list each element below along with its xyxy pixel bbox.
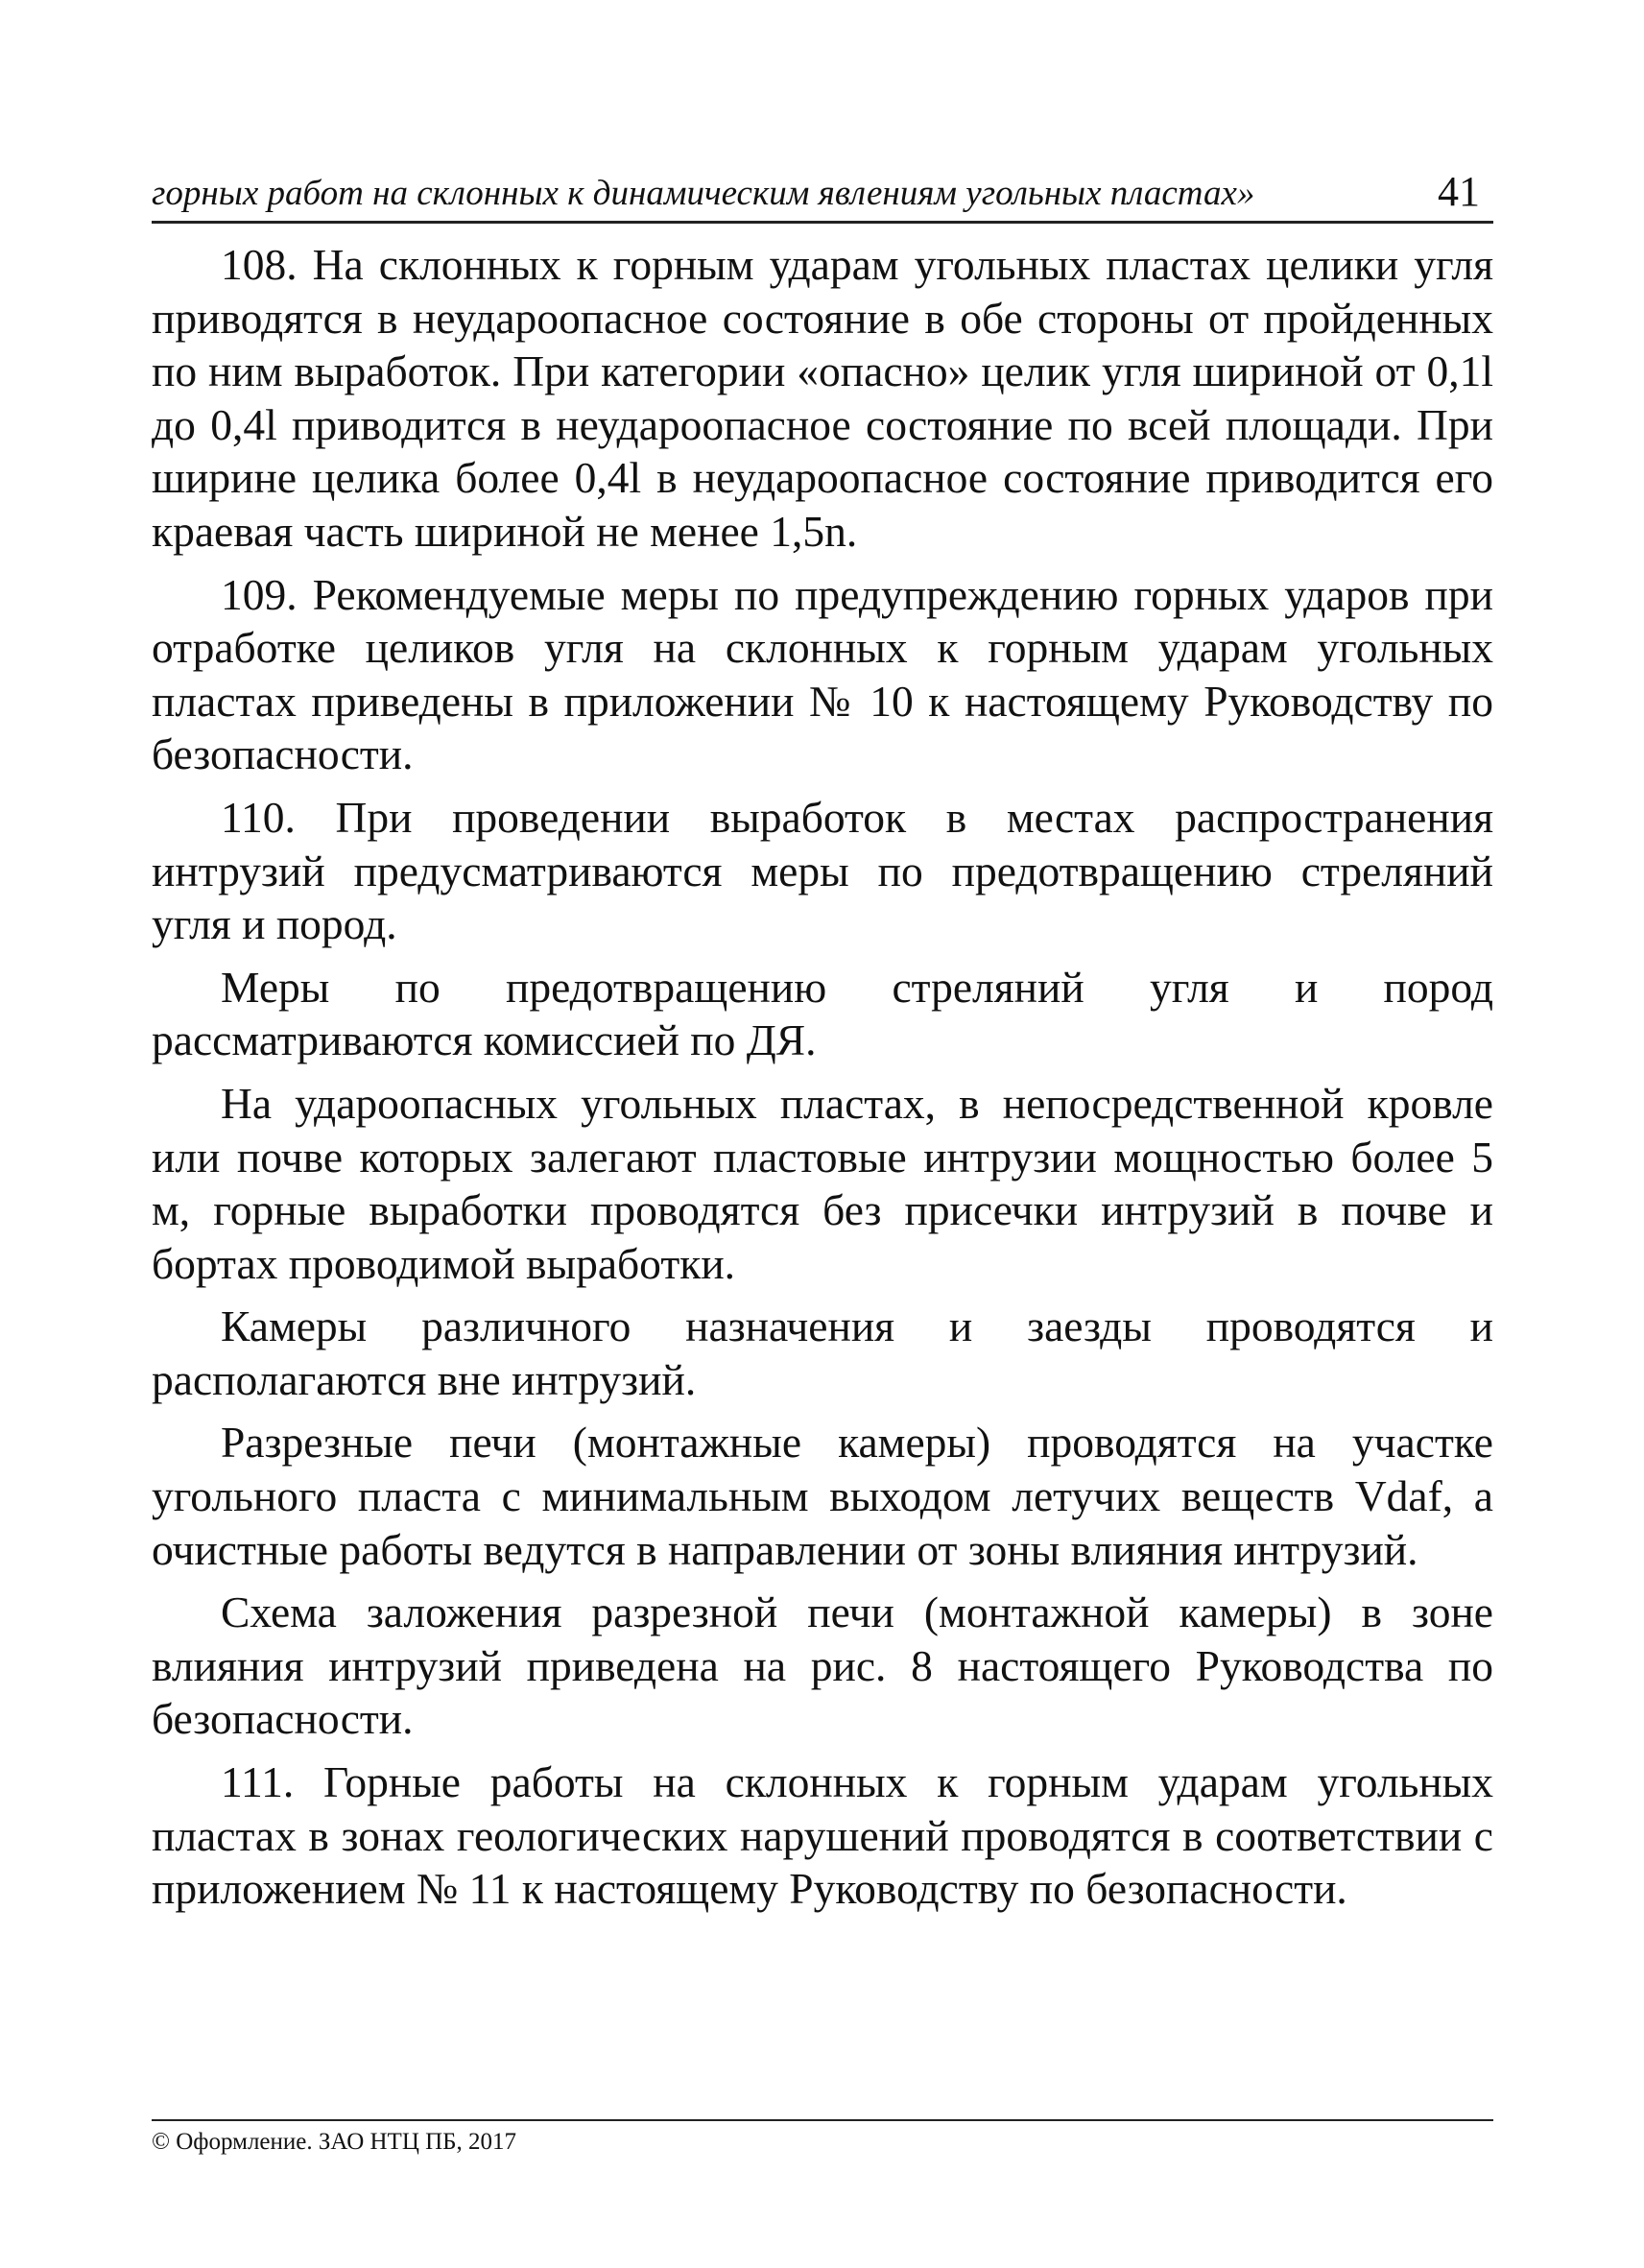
paragraph-111: 111. Горные работы на склонных к горным ударам угольных пластах в зонах геологических нарушений проводятся в соответствии с приложением № 11 к настоящему Руководству по безопасности. (152, 1757, 1493, 1914)
page-number: 41 (1438, 168, 1480, 215)
paragraph-cut-drifts: Разрезные печи (монтажные камеры) проводятся на участке угольного пласта с минимальным выходом летучих веществ Vdaf, а очистные работы ведутся в направлении от зоны влияния интрузий. (152, 1418, 1493, 1574)
body-text (152, 238, 1493, 1916)
paragraph-109: 109. Рекомендуемые меры по предупреждению горных ударов при отработке целиков угля на склонных к горным ударам угольных пластах приведены в приложении № 10 к настоящему Руководству по безопасности. (152, 569, 1493, 779)
footer-divider (152, 2119, 1493, 2121)
paragraph-108: 108. На склонных к горным ударам угольных пластах целики угля приводятся в неудароопасное состояние в обе стороны от пройденных по ним выработок. При категории «опасно» целик угля шириной от 0,1l до 0,4l приводится в неудароопасное состояние по всей площади. При ширине целика более 0,4l в неудароопасное состояние приводится его краевая часть шириной не менее 1,5n. (152, 240, 1493, 556)
page-header (152, 165, 1488, 221)
paragraph-intrusion-seams: На удароопасных угольных пластах, в непосредственной кровле или почве которых залегают пластовые интрузии мощностью более 5 м, горные выработки проводятся без присечки интрузий в почве и бортах проводимой выработки. (152, 1078, 1493, 1288)
header-divider (152, 221, 1493, 224)
paragraph-layout-scheme: Схема заложения разрезной печи (монтажной камеры) в зоне влияния интрузий приведена на рис. 8 настоящего Руководства по безопасности. (152, 1588, 1493, 1744)
running-title: горных работ на склонных к динамическим явлениям угольных пластах» (152, 174, 1255, 213)
paragraph-chambers: Камеры различного назначения и заезды проводятся и располагаются вне интрузий. (152, 1301, 1493, 1404)
copyright-note: © Оформление. ЗАО НТЦ ПБ, 2017 (152, 2129, 517, 2155)
paragraph-measures-review: Меры по предотвращению стреляний угля и пород рассматриваются комиссией по ДЯ. (152, 962, 1493, 1065)
paragraph-110: 110. При проведении выработок в местах распространения интрузий предусматриваются меры по предотвращению стреляний угля и пород. (152, 792, 1493, 949)
